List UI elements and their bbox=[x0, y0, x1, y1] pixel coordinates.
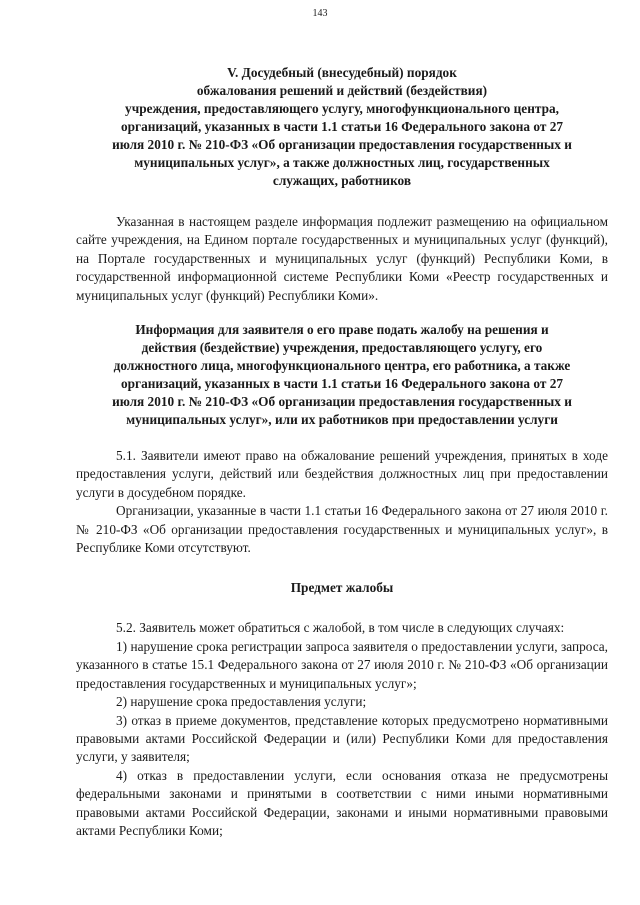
section-heading-line: организаций, указанных в части 1.1 статьи 16 Федерального закона от 27 bbox=[121, 119, 563, 134]
list-item-1: 1) нарушение срока регистрации запроса заявителя о предоставлении услуги, запроса, указанного в статье 15.1 Федерального закона от 27 июля 2010 г. № 210-ФЗ «Об организации предоставления государственных и муниципальных услуг»; bbox=[76, 638, 608, 691]
list-item-4: 4) отказ в предоставлении услуги, если основания отказа не предусмотрены федеральными законами и принятыми в соответствии с ними иными нормативными правовыми актами Российской Федерации, законами и иными нормативными правовыми актами Республики Коми; bbox=[76, 767, 608, 838]
info-heading-line: действия (бездействие) учреждения, предоставляющего услугу, его bbox=[141, 340, 543, 356]
intro-paragraph: Указанная в настоящем разделе информация подлежит размещению на официальном сайте учреждения, на Едином портале государственных и муниципальных услуг (функций), на Портале государственных и муниципальных услуг (функций) Республики Коми, в государственной информационной системе Республики Коми «Реестр государственных и муниципальных услуг (функций) Республики Коми». bbox=[76, 214, 608, 303]
info-heading-line: должностного лица, многофункционального центра, его работника, а также bbox=[113, 358, 571, 374]
section-heading-line: июля 2010 г. № 210-ФЗ «Об организации предоставления государственных и bbox=[112, 137, 572, 152]
paragraph-5-2: 5.2. Заявитель может обратиться с жалобой, в том числе в следующих случаях: bbox=[116, 620, 565, 636]
paragraph-organizations: Организации, указанные в части 1.1 статьи 16 Федерального закона от 27 июля 2010 г. № 210-ФЗ «Об организации предоставления государственных и муниципальных услуг», в Республике Коми отсутствуют. bbox=[76, 503, 608, 556]
section-heading-line: обжалования решений и действий (бездействия) bbox=[196, 83, 488, 98]
section-heading-line: служащих, работников bbox=[272, 173, 412, 188]
info-heading-line: Информация для заявителя о его праве подать жалобу на решения и bbox=[135, 322, 549, 338]
section-heading bbox=[76, 64, 608, 190]
section-heading-line: V. Досудебный (внесудебный) порядок bbox=[227, 65, 457, 80]
section-heading-line: муниципальных услуг», а также должностных лиц, государственных bbox=[134, 155, 550, 170]
paragraph-5-1: 5.1. Заявители имеют право на обжалование решений учреждения, принятых в ходе предоставления услуги, действий или бездействия должностных лиц при предоставлении услуги в досудебном порядке. bbox=[76, 448, 608, 500]
info-heading bbox=[76, 321, 608, 429]
section-heading-line: учреждения, предоставляющего услугу, многофункционального центра, bbox=[125, 101, 559, 116]
list-item-3: 3) отказ в приеме документов, представление которых предусмотрено нормативными правовыми актами Российской Федерации и (или) Республики Коми для предоставления услуги, у заявителя; bbox=[76, 712, 608, 765]
list-item-2: 2) нарушение срока предоставления услуги; bbox=[116, 694, 367, 710]
info-heading-line: муниципальных услуг», или их работников при предоставлении услуги bbox=[126, 412, 558, 428]
page-content bbox=[76, 64, 608, 840]
info-heading-line: организаций, указанных в части 1.1 статьи 16 Федерального закона от 27 bbox=[121, 376, 563, 392]
page-number: 143 bbox=[312, 8, 328, 19]
info-heading-line: июля 2010 г. № 210-ФЗ «Об организации предоставления государственных и bbox=[112, 394, 572, 410]
subject-heading: Предмет жалобы bbox=[290, 580, 394, 596]
